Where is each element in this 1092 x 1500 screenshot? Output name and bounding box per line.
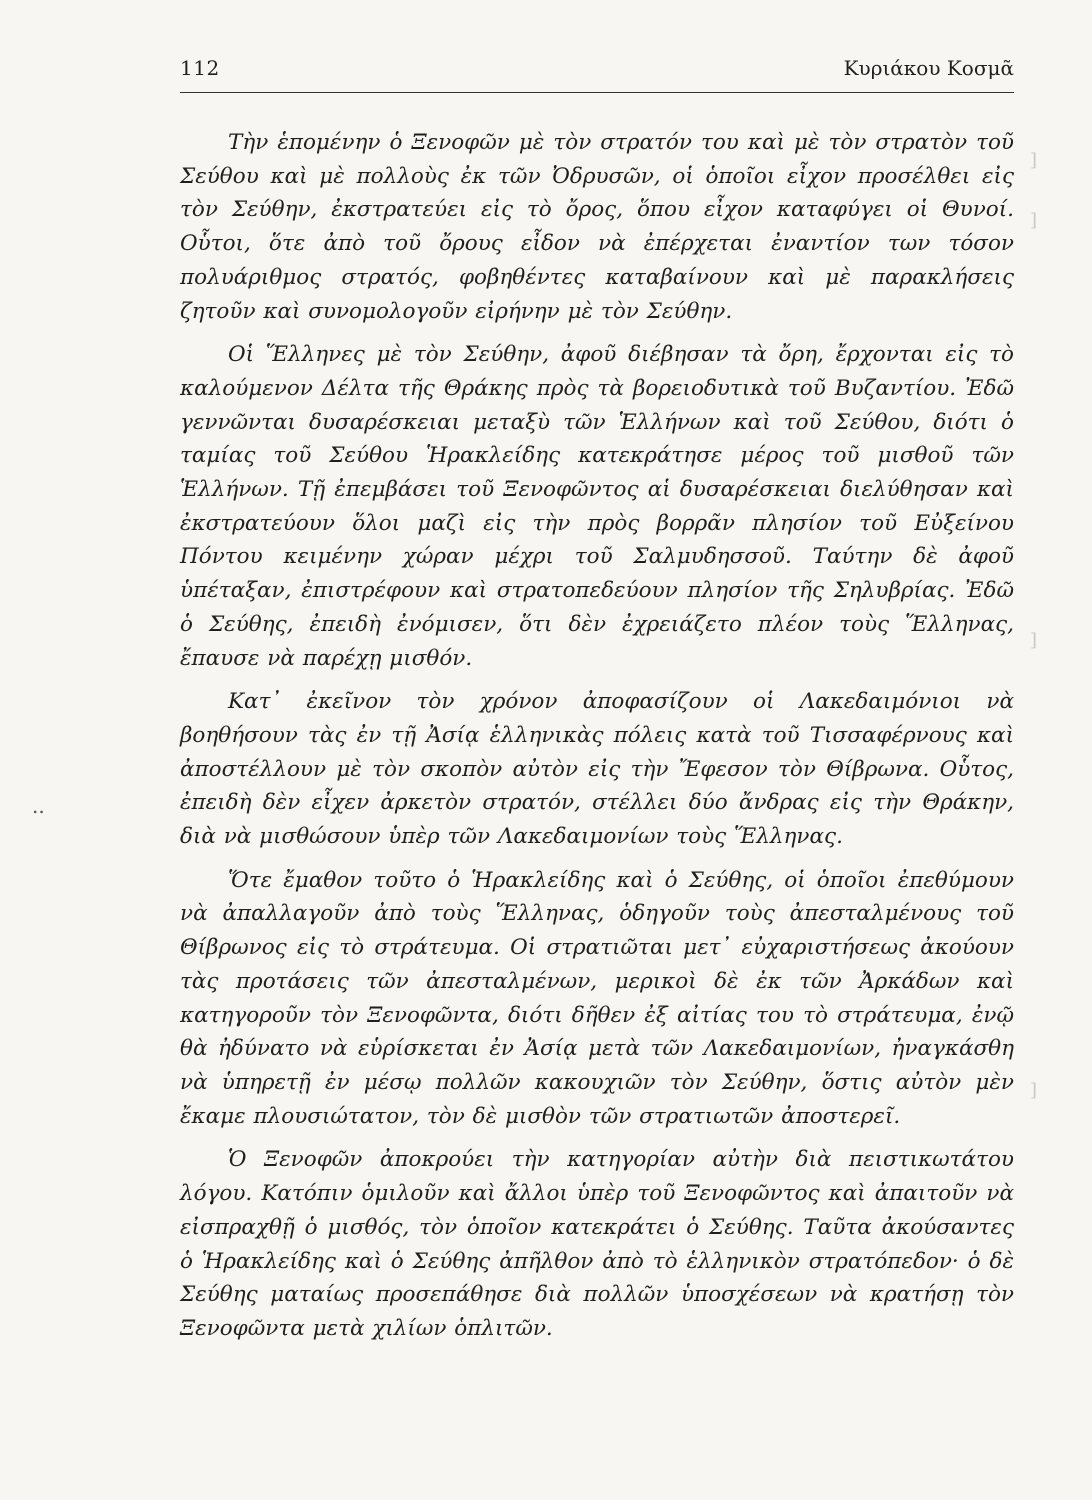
running-head: Κυριάκου Κοσμᾶ [843, 56, 1014, 80]
show-through-bleed: ] [1030, 630, 1038, 651]
paragraph: Κατ᾽ ἐκεῖνον τὸν χρόνον ἀποφασίζουν οἱ Λακεδαιμόνιοι νὰ βοηθήσουν τὰς ἐν τῇ Ἀσίᾳ ἑλληνικὰς πόλεις κατὰ τοῦ Τισσαφέρνους καὶ ἀποστέλλουν μὲ τὸν σκοπὸν αὐτὸν εἰς τὴν Ἔφεσον τὸν Θίβρωνα. Οὗτος, ἐπειδὴ δὲν εἶχεν ἀρκετὸν στρατόν, στέλλει δύο ἄνδρας εἰς τὴν Θράκην, διὰ νὰ μισθώσουν ὑπὲρ τῶν Λακεδαιμονίων τοὺς Ἕλληνας. [180, 689, 1014, 850]
show-through-bleed: ] [1030, 150, 1038, 171]
show-through-bleed: ] [1030, 1080, 1038, 1101]
margin-mark: .. [32, 794, 45, 818]
paragraph: Ὁ Ξενοφῶν ἀποκρούει τὴν κατηγορίαν αὐτὴν διὰ πειστικωτάτου λόγου. Κατόπιν ὁμιλοῦν καὶ ἄλλοι ὑπὲρ τοῦ Ξενοφῶντος καὶ ἀπαιτοῦν νὰ εἰσπραχθῇ ὁ μισθός, τὸν ὁποῖον κατεκράτει ὁ Σεύθης. Ταῦτα ἀκούσαντες ὁ Ἡρακλείδης καὶ ὁ Σεύθης ἀπῆλθον ἀπὸ τὸ ἑλληνικὸν στρατόπεδον· ὁ δὲ Σεύθης ματαίως προσεπάθησε διὰ πολλῶν ὑποσχέσεων νὰ κρατήσῃ τὸν Ξενοφῶντα μετὰ χιλίων ὁπλιτῶν. [180, 1147, 1014, 1341]
body-text [180, 126, 1014, 1356]
paragraph: Οἱ Ἕλληνες μὲ τὸν Σεύθην, ἀφοῦ διέβησαν τὰ ὄρη, ἔρχονται εἰς τὸ καλούμενον Δέλτα τῆς Θράκης πρὸς τὰ βορειοδυτικὰ τοῦ Βυζαντίου. Ἐδῶ γεννῶνται δυσαρέσκειαι μεταξὺ τῶν Ἑλλήνων καὶ τοῦ Σεύθου, διότι ὁ ταμίας τοῦ Σεύθου Ἡρακλείδης κατεκράτησε μέρος τοῦ μισθοῦ τῶν Ἑλλήνων. Τῇ ἐπεμβάσει τοῦ Ξενοφῶντος αἱ δυσαρέσκειαι διελύθησαν καὶ ἐκστρατεύουν ὅλοι μαζὶ εἰς τὴν πρὸς βορρᾶν πλησίον τοῦ Εὐξείνου Πόντου κειμένην χώραν μέχρι τοῦ Σαλμυδησσοῦ. Ταύτην δὲ ἀφοῦ ὑπέταξαν, ἐπιστρέφουν καὶ στρατοπεδεύουν πλησίον τῆς Σηλυβρίας. Ἐδῶ ὁ Σεύθης, ἐπειδὴ ἐνόμισεν, ὅτι δὲν ἐχρειάζετο πλέον τοὺς Ἕλληνας, ἔπαυσε νὰ παρέχῃ μισθόν. [180, 342, 1014, 671]
paragraph: Ὅτε ἔμαθον τοῦτο ὁ Ἡρακλείδης καὶ ὁ Σεύθης, οἱ ὁποῖοι ἐπεθύμουν νὰ ἀπαλλαγοῦν ἀπὸ τοὺς Ἕλληνας, ὁδηγοῦν τοὺς ἀπεσταλμένους τοῦ Θίβρωνος εἰς τὸ στράτευμα. Οἱ στρατιῶται μετ᾽ εὐχαριστήσεως ἀκούουν τὰς προτάσεις τῶν ἀπεσταλμένων, μερικοὶ δὲ ἐκ τῶν Ἀρκάδων καὶ κατηγοροῦν τὸν Ξενοφῶντα, διότι δῆθεν ἐξ αἰτίας του τὸ στράτευμα, ἐνῷ θὰ ἠδύνατο νὰ εὑρίσκεται ἐν Ἀσίᾳ μετὰ τῶν Λακεδαιμονίων, ἠναγκάσθη νὰ ὑπηρετῇ ἐν μέσῳ πολλῶν κακουχιῶν τὸν Σεύθην, ὅστις αὐτὸν μὲν ἔκαμε πλουσιώτατον, τὸν δὲ μισθὸν τῶν στρατιωτῶν ἀποστερεῖ. [180, 867, 1014, 1129]
page-header [180, 52, 1014, 93]
paragraph: Τὴν ἑπομένην ὁ Ξενοφῶν μὲ τὸν στρατόν του καὶ μὲ τὸν στρατὸν τοῦ Σεύθου καὶ μὲ πολλοὺς ἐκ τῶν Ὀδρυσῶν, οἱ ὁποῖοι εἶχον προσέλθει εἰς τὸν Σεύθην, ἐκστρατεύει εἰς τὸ ὄρος, ὅπου εἶχον καταφύγει οἱ Θυνοί. Οὗτοι, ὅτε ἀπὸ τοῦ ὄρους εἶδον νὰ ἐπέρχεται ἐναντίον των τόσον πολυάριθμος στρατός, φοβηθέντες καταβαίνουν καὶ μὲ παρακλήσεις ζητοῦν καὶ συνομολογοῦν εἰρήνην μὲ τὸν Σεύθην. [180, 130, 1014, 324]
page-number: 112 [180, 56, 220, 80]
show-through-bleed: ] [1030, 210, 1038, 231]
